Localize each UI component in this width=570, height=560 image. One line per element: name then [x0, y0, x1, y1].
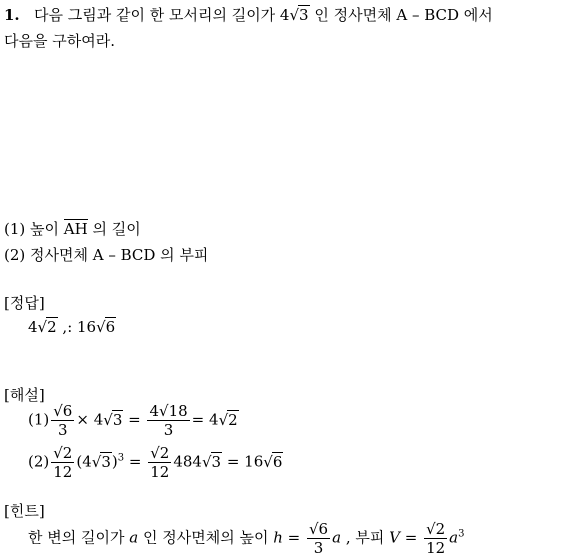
solution-line-2: (2) $\frac{√2}{12}$ $(4√3)^3$ = $\frac{√2}{12}$ 484√3 = 16√6 [28, 444, 283, 481]
hint-heading: [힌트] [4, 502, 45, 520]
solution-heading: [해설] [4, 386, 45, 404]
answer-text: 4√2 ,: 16√6 [28, 318, 116, 336]
question-number: 1. [4, 6, 20, 24]
solution-line-1: (1) $\frac{√6}{3}$ × 4√3 = $\frac{4√18}{3}$ = 4√2 [28, 402, 238, 439]
question-line-1: 1. 다음 그림과 같이 한 모서리의 길이가 4√3 인 정사면체 A – BCD 에서 [4, 6, 493, 24]
figure-area [4, 60, 564, 210]
sub-question-2: (2) 정사면체 A – BCD 의 부피 [4, 246, 209, 264]
question-line-2: 다음을 구하여라. [4, 32, 115, 50]
answer-heading: [정답] [4, 294, 45, 312]
hint-text: 한 변의 길이가 a 인 정사면체의 높이 h = $\frac{√6}{3}$ a , 부피 V = $\frac{√2}{12}$ $a^3$ [28, 520, 465, 557]
sub-question-1: (1) 높이 AH 의 길이 [4, 220, 141, 238]
